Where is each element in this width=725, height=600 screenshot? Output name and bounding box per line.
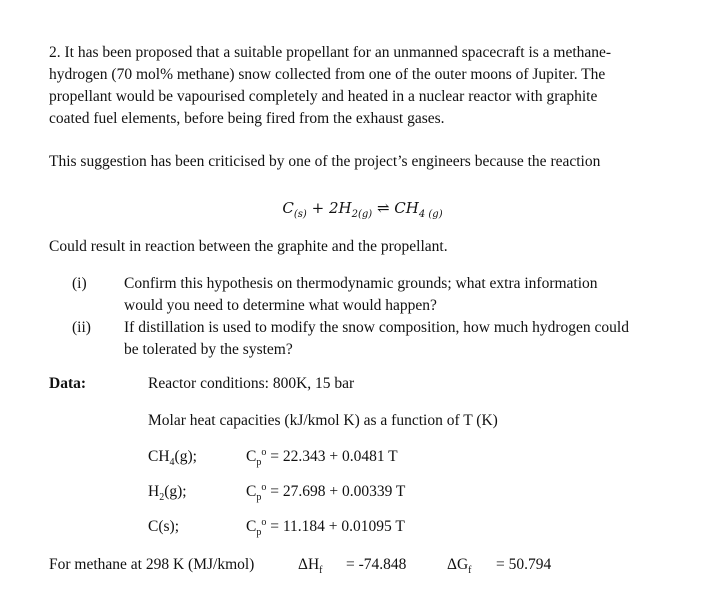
species-h2-cp: $C_p^o = 27.698 + 0.00339$ T (246, 481, 406, 504)
species-ch4-cp: $C_p^o = 22.343 + 0.0481$ T (246, 446, 398, 469)
dhf-value: = -74.848 (346, 556, 407, 573)
heat-capacity-heading: Molar heat capacities (kJ/kmol K) as a function of T (K) (148, 412, 498, 429)
eq-carbon: C (282, 199, 294, 217)
eq-carbon-phase: (s) (293, 209, 307, 220)
methane-label: For methane at 298 K (MJ/kmol) (49, 556, 255, 573)
criticism-line: This suggestion has been criticised by one of the project’s engineers because the reaction (49, 153, 601, 170)
item-ii-line-2: be tolerated by the system? (124, 341, 293, 358)
species-h2-name: $H_2(g)$; (148, 483, 187, 504)
eq-hydrogen: 2H (328, 199, 352, 217)
species-c-cp: $C_p^o = 11.184 + 0.01095$ T (246, 516, 405, 539)
dgf-label: $\Delta G_f$ (447, 556, 472, 577)
intro-line-3: propellant would be vapourised completely and heated in a nuclear reactor with graphite (49, 88, 598, 105)
reactor-conditions: Reactor conditions: 800K, 15 bar (148, 375, 355, 392)
dgf-value: = 50.794 (496, 556, 552, 573)
intro-line-4: coated fuel elements, before being fired from the exhaust gases. (49, 110, 445, 127)
item-ii-number: (ii) (72, 319, 91, 336)
intro-line-1: 2. It has been proposed that a suitable propellant for an unmanned spacecraft is a methane- (49, 44, 612, 61)
data-label: Data: (49, 375, 87, 392)
eq-methane: CH (394, 199, 419, 217)
eq-plus: + (311, 199, 325, 217)
item-ii-line-1: If distillation is used to modify the snow composition, how much hydrogen could (124, 319, 629, 336)
eq-hydrogen-phase: 2(g) (351, 209, 373, 220)
species-ch4-name: $CH_4(g)$; (148, 448, 197, 469)
eq-equilibrium-arrow: ⇌ (376, 199, 390, 217)
reaction-equation (0, 199, 725, 220)
item-i-number: (i) (72, 275, 87, 292)
result-line: Could result in reaction between the graphite and the propellant. (49, 238, 448, 255)
item-i-line-1: Confirm this hypothesis on thermodynamic grounds; what extra information (124, 275, 598, 292)
intro-line-2: hydrogen (70 mol% methane) snow collected from one of the outer moons of Jupiter. The (49, 66, 606, 83)
dhf-label: $\Delta H_f$ (298, 556, 323, 577)
item-i-line-2: would you need to determine what would happen? (124, 297, 437, 314)
eq-methane-phase: 4 (g) (418, 209, 443, 220)
species-c-name: C(s); (148, 518, 179, 535)
